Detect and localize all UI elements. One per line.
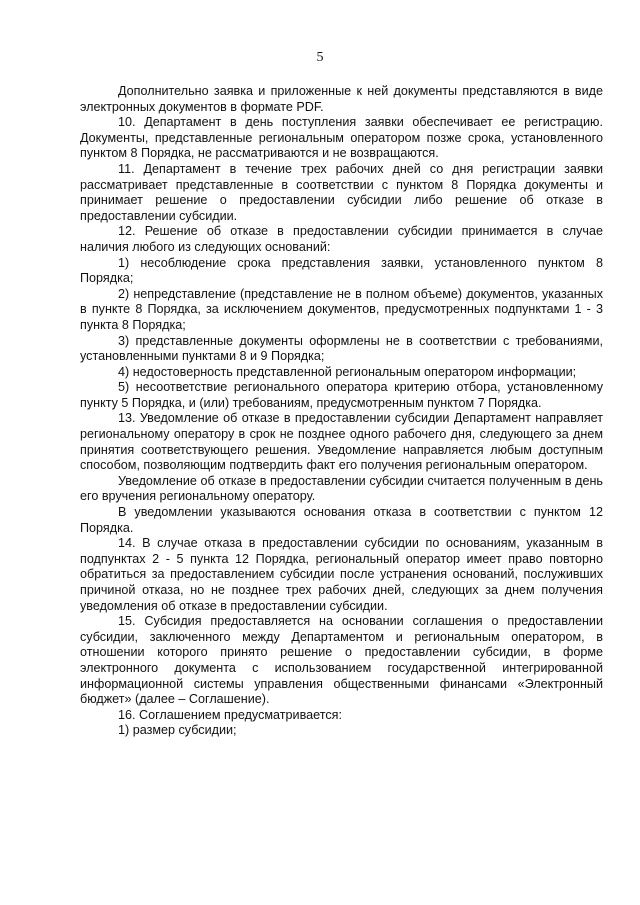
paragraph-12-item-4: 4) недостоверность представленной региональным оператором информации; xyxy=(118,364,577,379)
paragraph-12-item-1: 1) несоблюдение срока представления заявки, установленного пунктом 8 Порядка; xyxy=(80,255,603,286)
paragraph-16-item-1: 1) размер субсидии; xyxy=(118,723,237,738)
paragraph-12-item-5: 5) несоответствие регионального оператора критерию отбора, установленному пункту 5 Порядка, и (или) требованиям, предусмотренным пунктом 7 Порядка. xyxy=(80,380,603,410)
paragraph-additional-pdf: Дополнительно заявка и приложенные к ней документы представляются в виде электронных документов в формате PDF. xyxy=(80,84,603,114)
paragraph-11-review: 11. Департамент в течение трех рабочих дней со дня регистрации заявки рассматривает представленные в соответствии с пунктом 8 Порядка документы и принимает решение о предоставлении субсидии либо решение об отказе в предоставлении субсидии. xyxy=(80,161,603,223)
paragraph-13-grounds: В уведомлении указываются основания отказа в соответствии с пунктом 12 Порядка. xyxy=(80,505,603,535)
paragraph-12-refusal: 12. Решение об отказе в предоставлении субсидии принимается в случае наличия любого из следующих оснований: xyxy=(80,224,603,254)
paragraph-13-received: Уведомление об отказе в предоставлении субсидии считается полученным в день его вручения региональному оператору. xyxy=(80,473,603,504)
paragraph-10-registration: 10. Департамент в день поступления заявки обеспечивает ее регистрацию. Документы, представленные региональным оператором позже срока, установленного пунктом 8 Порядка, не рассматриваются и не возвращаются. xyxy=(80,115,603,161)
page-number: 5 xyxy=(316,50,324,65)
paragraph-16-provisions: 16. Соглашением предусматривается: xyxy=(118,707,342,722)
paragraph-15-agreement: 15. Субсидия предоставляется на основании соглашения о предоставлении субсидии, заключенного между Департаментом и региональным оператором, в отношении которого принято решение о предоставлении субсидии, в форме электронного документа с использованием государственной интегрированной информационной системы управления общественными финансами «Электронный бюджет» (далее – Соглашение). xyxy=(80,614,603,707)
paragraph-12-item-2: 2) непредставление (представление не в полном объеме) документов, указанных в пункте 8 Порядка, за исключением документов, предусмотренных подпунктами 1 - 3 пункта 8 Порядка; xyxy=(80,286,603,332)
paragraph-13-notification: 13. Уведомление об отказе в предоставлении субсидии Департамент направляет региональному оператору в срок не позднее одного рабочего дня, следующего за днем принятия соответствующего решения. Уведомление направляется любым доступным способом, позволяющим подтвердить факт его получения региональным оператором. xyxy=(80,411,603,473)
paragraph-12-item-3: 3) представленные документы оформлены не в соответствии с требованиями, установленными пунктами 8 и 9 Порядка; xyxy=(80,333,603,364)
paragraph-14-reapply: 14. В случае отказа в предоставлении субсидии по основаниям, указанным в подпунктах 2 - 5 пункта 12 Порядка, региональный оператор имеет право повторно обратиться за предоставлением субсидии после устранения оснований, послуживших причиной отказа, но не позднее трех рабочих дней, следующих за днем получения уведомления об отказе в предоставлении субсидии. xyxy=(80,536,603,613)
document-body xyxy=(80,84,603,739)
